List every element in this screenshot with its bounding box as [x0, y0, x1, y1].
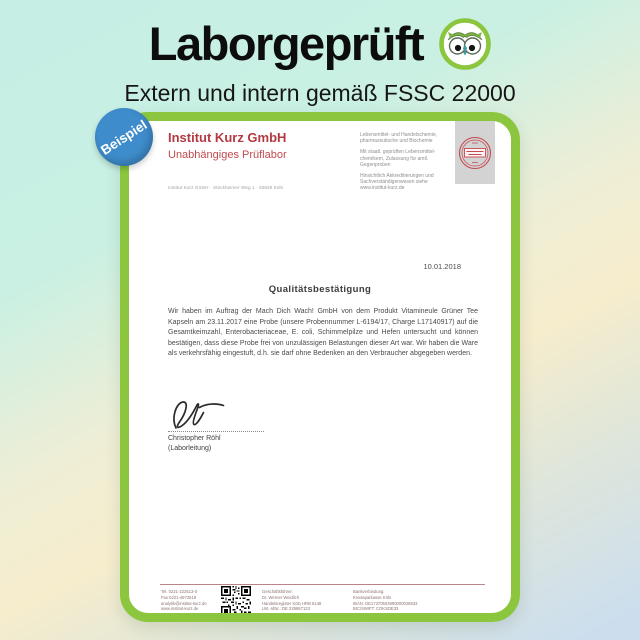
- footer-company-registry: [262, 589, 321, 612]
- info-paragraph: Hinsichtlich Akkreditierungen und Sachverständigenwesen siehe www.institut-kurz.de: [360, 173, 434, 192]
- info-paragraph: Lebensmittel- und Handelschemie, pharmazeutische und Biochemie: [360, 132, 437, 145]
- footer-line-item: BIC/SWIFT: COKSDE33: [353, 606, 399, 612]
- footer-contact: [161, 589, 207, 612]
- info-paragraph: Mit staatl. geprüften Lebensmittel- chemikern, Zulassung für amtl. Gegenproben: [360, 149, 436, 168]
- footer-line-item: Dr. Werner Weidlich: [262, 594, 300, 600]
- footer-line-item: Handelsregister Köln HRB 5148: [262, 600, 322, 606]
- footer-rule: [160, 584, 485, 585]
- institute-name: Institut Kurz GmbH: [168, 130, 287, 145]
- stamp-area: [455, 121, 495, 184]
- page-subtitle: Extern und intern gemäß FSSC 22000: [124, 80, 516, 106]
- page-title: Laborgeprüft: [148, 17, 424, 70]
- sender-address-line: Institut Kurz GmbH · Stöckheimer Weg 1 · 50829 Köln: [168, 185, 284, 190]
- footer-line-item: analytik@institut-kurz.de: [161, 600, 207, 606]
- qr-code-icon: [221, 586, 251, 613]
- example-badge-label: Beispiel: [98, 116, 150, 158]
- footer-line-item: Tel. 0221-222513-0: [161, 589, 198, 594]
- footer-line-item: Ust.-IdNr.: DE 229887123: [262, 606, 310, 612]
- footer-line-item: Bankverbindung:: [353, 589, 385, 594]
- document-title: Qualitätsbestätigung: [268, 284, 372, 295]
- institute-subtitle: Unabhängiges Prüflabor: [168, 149, 287, 161]
- example-badge: [95, 108, 153, 166]
- footer-line-item: Fax 0221-4972518: [161, 594, 197, 600]
- footer-line-item: Geschäftsführer:: [262, 589, 293, 594]
- owl-icon: [439, 18, 491, 70]
- footer-line-item: IBAN: DE17370502990000028833: [353, 600, 418, 606]
- certificate-card: [120, 112, 520, 622]
- page-header: [0, 16, 640, 107]
- footer-line-item: www.institut-kurz.de: [161, 606, 199, 612]
- signer-role: (Laborleitung): [168, 445, 212, 452]
- signature-icon: [167, 397, 229, 433]
- signature-line: [168, 431, 264, 432]
- document-body: Wir haben im Auftrag der Mach Dich Wach! GmbH von dem Produkt Vitamineule Grüner Tee Kapseln am 23.11.2017 eine Probe (unsere Probennummer L-6194/17, Charge L17140917) auf die Gesamtkeimzahl, Enterobacteriaceae, E. coli, Schimmelpilze und Hefen untersucht und können bestätigen, dass diese Probe frei von unzulässigen Belastungen dieser Art war. Wir haben die Ware als verkehrsfähig eingestuft, d.h. sie darf ohne Bedenken an den Verbraucher abgegeben werden.: [168, 308, 478, 358]
- round-red-stamp-icon: [456, 131, 494, 175]
- footer-line-item: Kreissparkasse Köln: [353, 594, 392, 600]
- signer-name: Christopher Röhl: [168, 435, 221, 442]
- institute-info-block: [360, 132, 450, 197]
- document-date: 10.01.2018: [423, 262, 461, 271]
- footer-bank-details: [353, 589, 418, 612]
